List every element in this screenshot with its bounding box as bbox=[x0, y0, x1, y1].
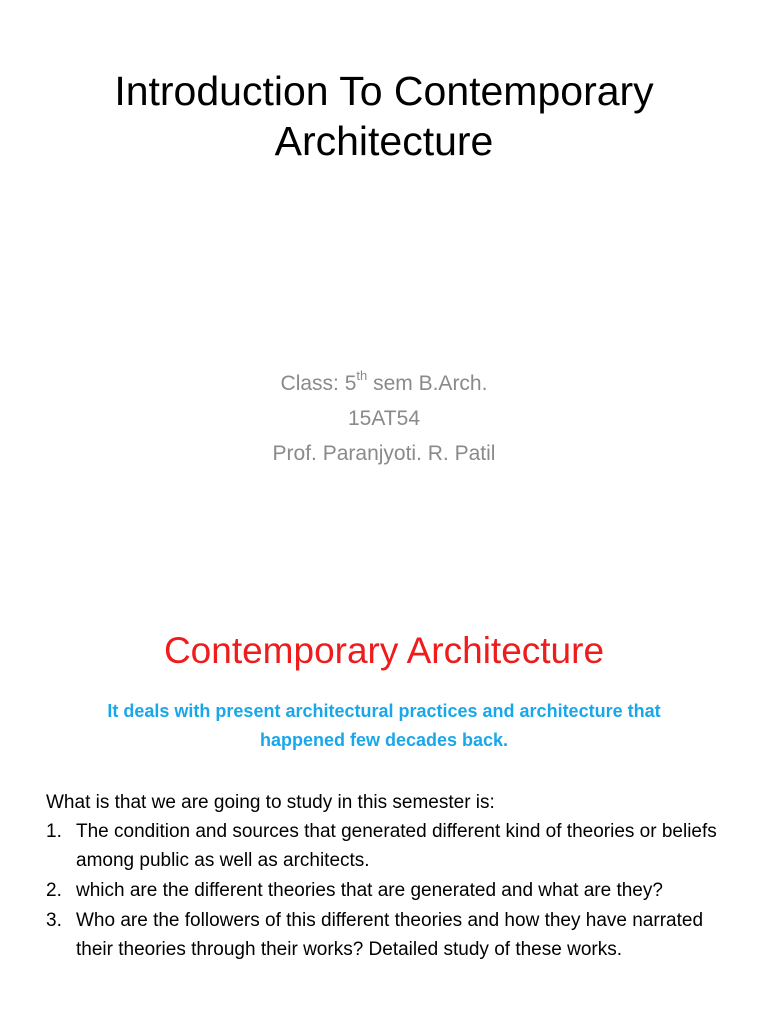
slide-title-line2: Architecture bbox=[274, 118, 494, 164]
list-item bbox=[46, 906, 736, 964]
class-suffix: sem B.Arch. bbox=[367, 372, 488, 395]
list-item bbox=[46, 876, 736, 905]
slide-title bbox=[40, 66, 728, 166]
class-prefix: Class: 5 bbox=[280, 372, 357, 395]
intro-line: What is that we are going to study in this semester is: bbox=[46, 792, 495, 813]
section-heading: Contemporary Architecture bbox=[163, 630, 605, 671]
section-tagline bbox=[50, 697, 718, 755]
list-item-number: 2. bbox=[46, 880, 62, 901]
list-item-text: The condition and sources that generated different kind of theories or beliefs among public as well as architects. bbox=[76, 821, 717, 871]
list-item-number: 3. bbox=[46, 910, 62, 931]
study-point-list bbox=[46, 817, 736, 964]
slide-title-line1: Introduction To Contemporary bbox=[114, 68, 654, 114]
study-overview bbox=[46, 788, 736, 965]
content-slide bbox=[0, 512, 768, 1024]
slide-subtitle bbox=[80, 366, 688, 471]
tagline-line1: It deals with present architectural practices and architecture that bbox=[107, 701, 661, 721]
tagline-line2: happened few decades back. bbox=[259, 730, 509, 750]
list-item bbox=[46, 817, 736, 875]
class-info bbox=[80, 366, 688, 401]
professor-name: Prof. Paranjyoti. R. Patil bbox=[272, 442, 496, 465]
list-item-number: 1. bbox=[46, 821, 62, 842]
course-code: 15AT54 bbox=[348, 407, 420, 430]
list-item-text: Who are the followers of this different theories and how they have narrated their theories through their works? Detailed study of these works. bbox=[76, 910, 704, 960]
list-item-text: which are the different theories that are generated and what are they? bbox=[76, 880, 663, 901]
class-ordinal-suffix: th bbox=[356, 368, 368, 383]
